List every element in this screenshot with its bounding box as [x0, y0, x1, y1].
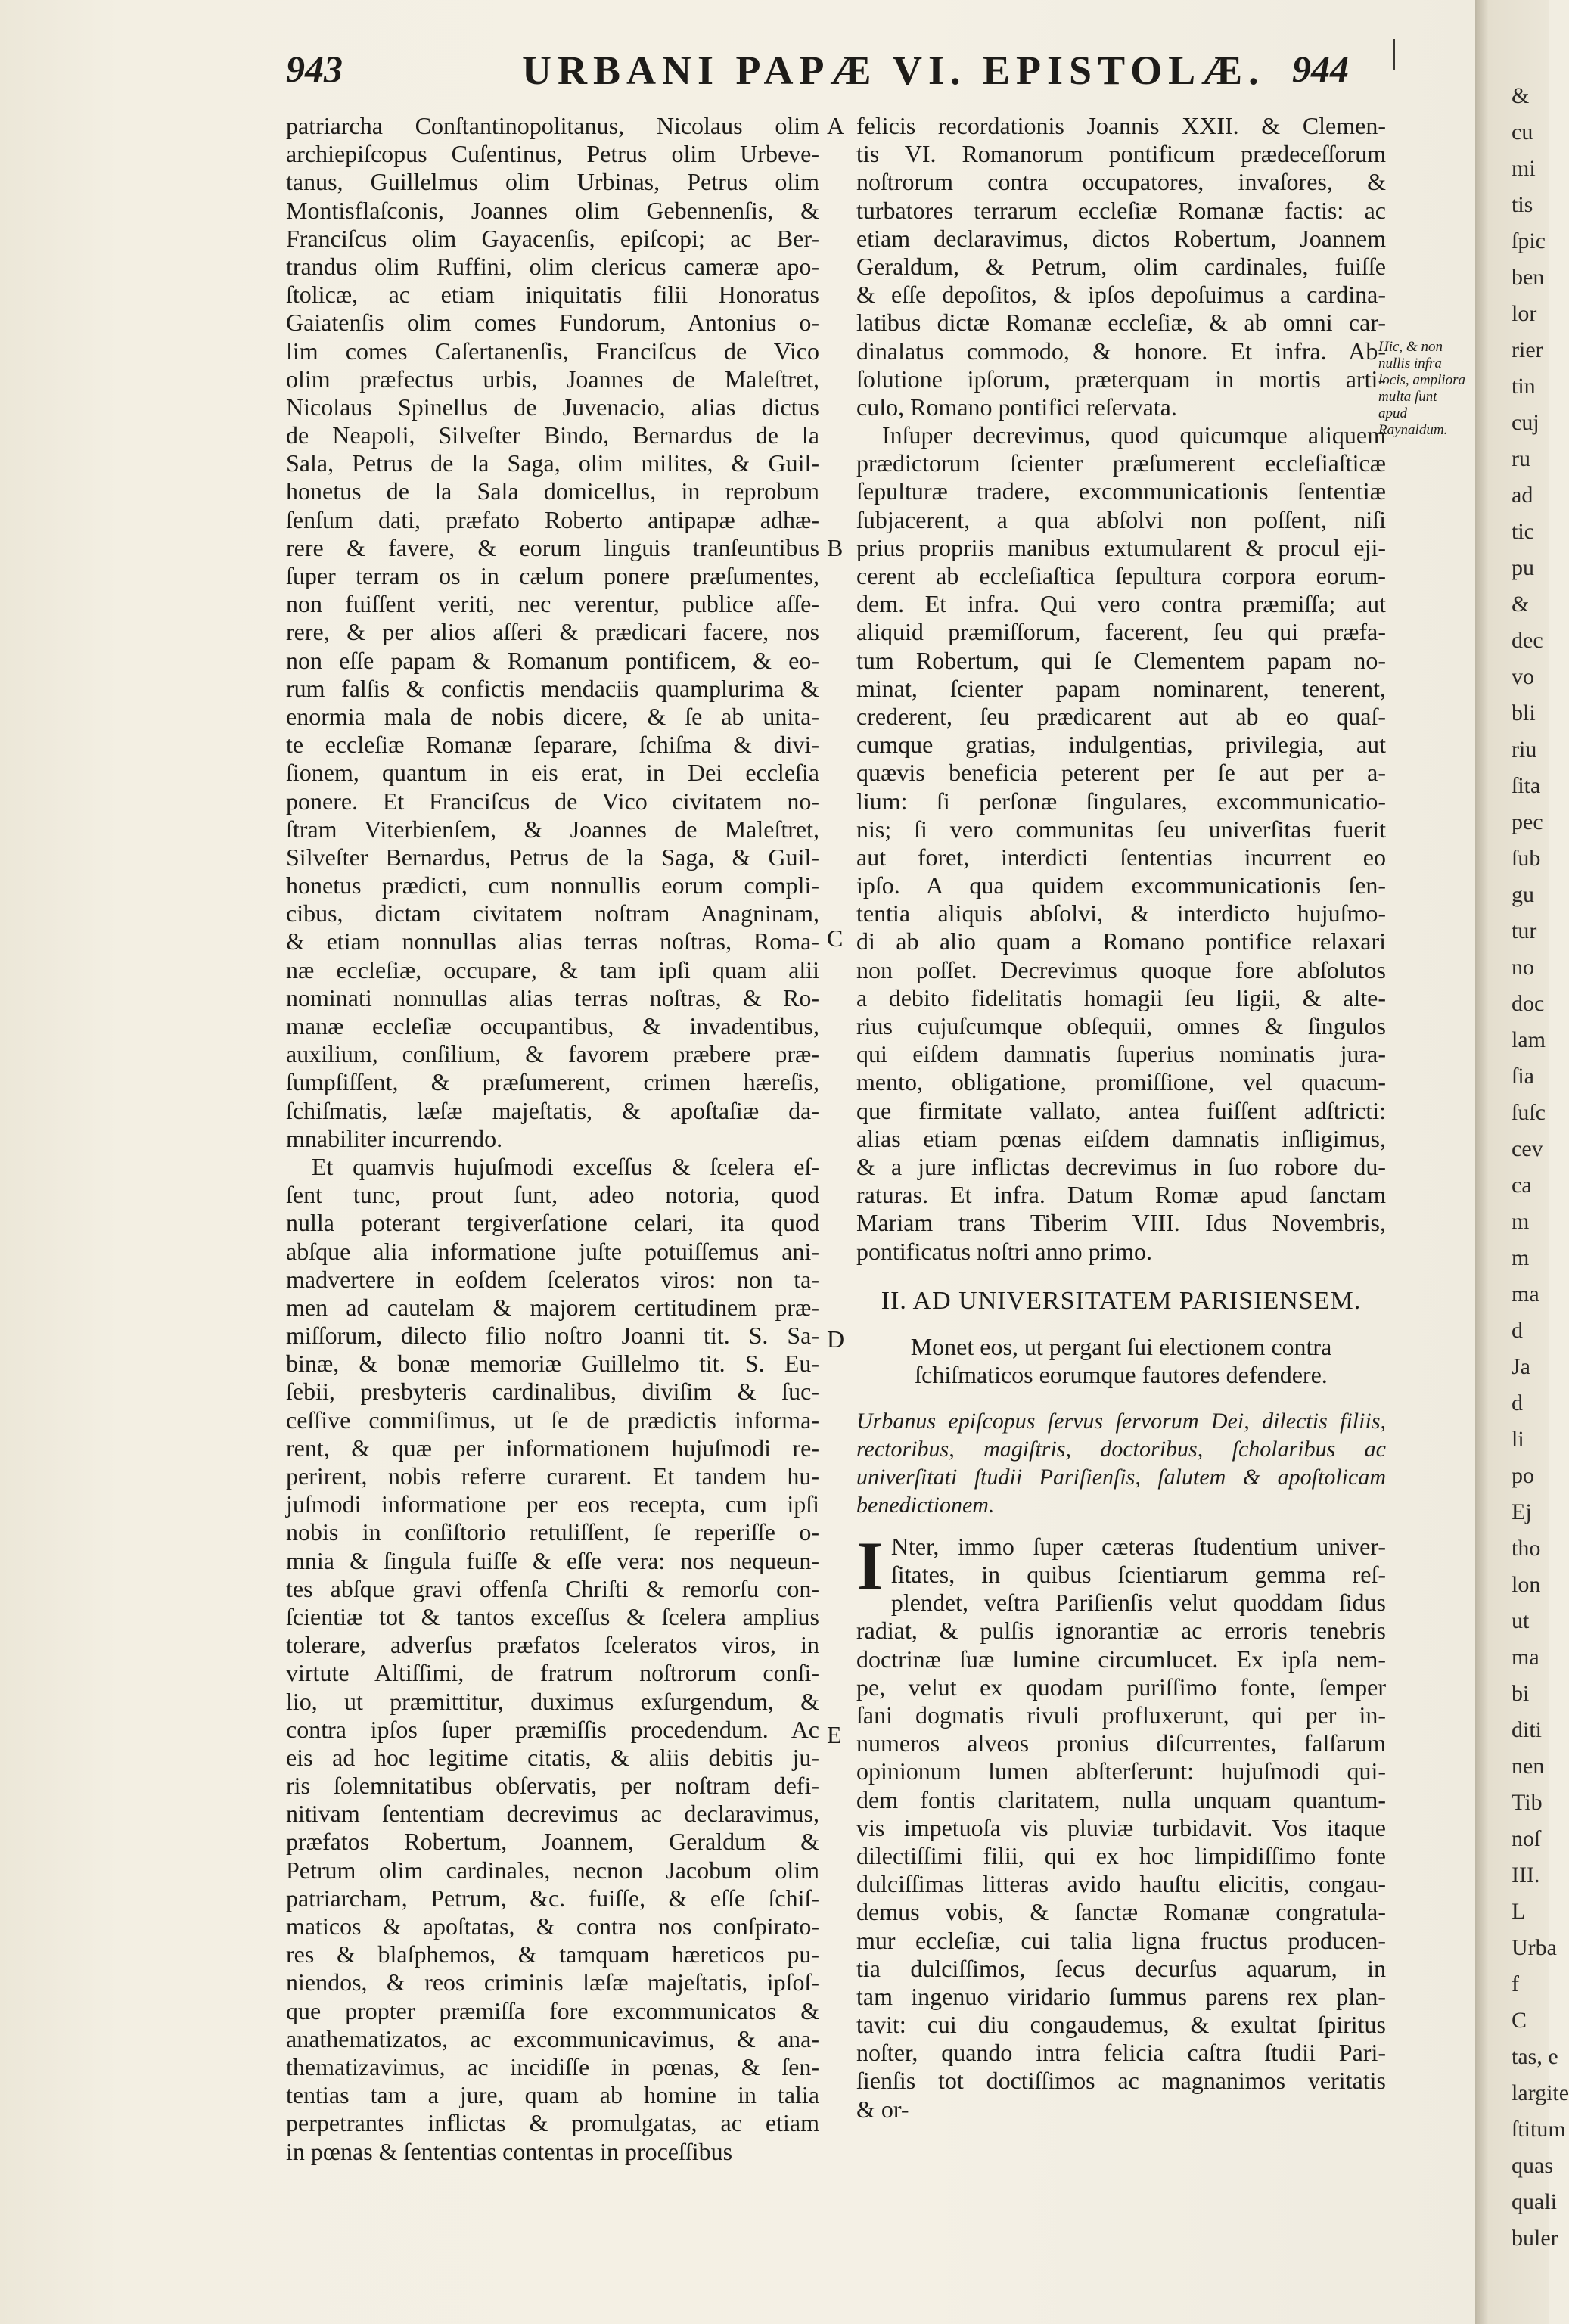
text-line: ſtram Viterbienſem, & Joannes de Maleſtret,	[286, 815, 819, 843]
text-line: olim præfectus urbis, Joannes de Maleſtret,	[286, 365, 819, 393]
text-line: Geraldum, & Petrum, olim cardinales, fuiſſe	[856, 252, 1386, 280]
adjacent-page-fragment: &	[1512, 83, 1530, 108]
adjacent-page-fragment: Ej	[1512, 1499, 1532, 1524]
adjacent-page-fragment: ma	[1512, 1282, 1539, 1306]
text-line: Petrum olim cardinales, necnon Jacobum olim	[286, 1856, 819, 1884]
adjacent-page-fragment: tho	[1512, 1536, 1541, 1561]
text-line: prædictorum ſcienter præſumerent eccleſiaſticæ	[856, 449, 1386, 477]
text-line: lio, ut præmittitur, duximus exſurgendum, &	[286, 1687, 819, 1715]
text-line: aut foret, interdicti ſententias incurrent eo	[856, 843, 1386, 871]
text-line: tum Robertum, qui ſe Clementem papam no-	[856, 646, 1386, 674]
text-line: perirent, nobis referre curarent. Et tandem hu-	[286, 1462, 819, 1490]
adjacent-page-fragment: ben	[1512, 265, 1545, 290]
text-line: ſchiſmatis, læſæ majeſtatis, & apoſtaſiæ da-	[286, 1096, 819, 1124]
adjacent-page-fragment: ca	[1512, 1173, 1532, 1198]
text-line: cerent ab eccleſiaſtica ſepultura corpora eorum-	[856, 562, 1386, 589]
margin-marker-a: A	[827, 112, 845, 139]
adjacent-page-fragment: po	[1512, 1463, 1534, 1488]
text-line: madvertere in eoſdem ſceleratos viros: non ta-	[286, 1265, 819, 1293]
text-line: Silveſter Bernardus, Petrus de la Saga, & Guil-	[286, 843, 819, 871]
adjacent-page-fragment: vo	[1512, 664, 1534, 689]
adjacent-page-fragment: C	[1512, 2008, 1527, 2033]
text-line: quævis beneficia peterent per ſe aut per a-	[856, 759, 1386, 787]
text-line: turbatores terrarum eccleſiæ Romanæ factis: ac	[856, 196, 1386, 224]
adjacent-page-fragment: cev	[1512, 1136, 1543, 1161]
letter-body	[856, 1527, 1386, 2124]
text-line: ſcientiæ tot & tantos exceſſus & ſcelera amplius	[286, 1602, 819, 1630]
adjacent-page-fragment: bi	[1512, 1681, 1530, 1706]
page-number-right: 944	[1292, 48, 1349, 90]
header-rule	[1393, 39, 1395, 70]
text-line: ſumpſiſſent, & præſumerent, crimen hæreſis,	[286, 1068, 819, 1096]
text-line: nobis in conſiſtorio retuliſſent, ſe reperiſſe o-	[286, 1518, 819, 1546]
text-line: tis VI. Romanorum pontificum prædeceſſorum	[856, 140, 1386, 168]
adjacent-page-fragment: ſuſc	[1512, 1100, 1546, 1125]
adjacent-page-fragment: cu	[1512, 120, 1533, 144]
text-line: rum falſis & confictis mendaciis quamplurima &	[286, 674, 819, 702]
text-line: rius cujuſcumque obſequii, omnes & ſingulos	[856, 1012, 1386, 1039]
adjacent-page-fragment: ſia	[1512, 1064, 1534, 1089]
text-line: Nter, immo ſuper cæteras ſtudentium univer-	[890, 1532, 1386, 1560]
text-line: tes abſque gravi offenſa Chriſti & remorſu con-	[286, 1574, 819, 1602]
adjacent-page-fragment: f	[1512, 1971, 1519, 1996]
text-line: pontificatus noſtri anno primo.	[856, 1237, 1153, 1265]
text-line: mur eccleſiæ, cui talia ligna fructus producen-	[856, 1926, 1386, 1954]
running-title: URBANI PAPÆ VI. EPISTOLÆ.	[522, 48, 1265, 93]
text-line: & etiam nonnullas alias terras noſtras, Roma-	[286, 927, 819, 955]
text-line: nulla poterant tergiverſatione celari, ita quod	[286, 1209, 819, 1237]
text-line: aliquid præmiſſorum, facerent, ſeu qui præfa-	[856, 618, 1386, 646]
text-line: Mariam trans Tiberim VIII. Idus Novembris,	[856, 1209, 1386, 1237]
text-line: næ eccleſiæ, occupare, & tam ipſi quam alii	[286, 955, 819, 983]
adjacent-page-fragment: quali	[1512, 2189, 1557, 2214]
text-line: Franciſcus olim Gayacenſis, epiſcopi; ac Ber-	[286, 224, 819, 252]
text-line: tia dulciſſimos, ſecus decurſus aquarum, in	[856, 1954, 1386, 1982]
text-line: & a jure inflictas decrevimus in ſuo robore du-	[856, 1152, 1386, 1180]
text-line: demus vobis, & ſanctæ Romanæ congratula-	[856, 1898, 1386, 1926]
adjacent-page-fragment: no	[1512, 955, 1534, 980]
text-line: enormia mala de nobis dicere, & ſe ab unita-	[286, 702, 819, 730]
letter-summary: Monet eos, ut pergant ſui electionem contra ſchiſmaticos eorumque fautores defendere.	[910, 1332, 1332, 1388]
text-line: juſmodi informatione per eos recepta, cum ipſi	[286, 1490, 819, 1518]
text-line: a debito fidelitatis homagii ſeu ligii, & alte-	[856, 983, 1386, 1011]
text-line: rere & favere, & eorum linguis tranſeuntibus	[286, 533, 819, 561]
text-line: auxilium, conſilium, & favorem præbere præ-	[286, 1040, 819, 1068]
text-line: miſſorum, dilecto filio noſtro Joanni tit. S. Sa-	[286, 1322, 819, 1350]
margin-marker-b: B	[827, 534, 844, 561]
text-line: ipſo. A qua quidem excommunicationis ſen-	[856, 872, 1386, 899]
adjacent-page-fragment: lam	[1512, 1027, 1546, 1052]
margin-marker-c: C	[827, 924, 844, 952]
adjacent-page-fragment: mi	[1512, 156, 1536, 181]
adjacent-page-fragment: m	[1512, 1245, 1530, 1270]
text-line: manæ eccleſiæ occupantibus, & invadentibus,	[286, 1012, 819, 1039]
text-line: dem. Et infra. Qui vero contra præmiſſa; aut	[856, 590, 1386, 618]
adjacent-page-fragment: tas, e	[1512, 2044, 1558, 2069]
adjacent-page-fragment: rier	[1512, 337, 1543, 362]
text-line: prius propriis manibus extumularent & procul eji-	[856, 533, 1386, 561]
adjacent-page-fragment: largite	[1512, 2080, 1569, 2105]
text-line: honetus de la Sala domicellus, in reprobum	[286, 477, 819, 505]
adjacent-page-fragment: III.	[1512, 1863, 1540, 1887]
text-line: doctrinæ ſuæ lumine circumlucet. Ex ipſa nem-	[856, 1645, 1386, 1673]
adjacent-page-fragment: Urba	[1512, 1935, 1557, 1960]
text-line: tentias tam a jure, quam ab homine in talia	[286, 2081, 819, 2109]
text-line: rere, & per alios aſſeri & prædicari facere, nos	[286, 618, 819, 646]
text-line: culo, Romano pontifici reſervata.	[856, 393, 1177, 421]
text-line: tanus, Guillelmus olim Urbinas, Petrus olim	[286, 168, 819, 196]
text-line: lium: ſi perſonæ ſingulares, excommunicatio-	[856, 787, 1386, 815]
text-line: non fuiſſent veriti, nec verentur, publice aſſe-	[286, 590, 819, 618]
text-line: contra ipſos ſuper præmiſſis procedendum. Ac	[286, 1715, 819, 1743]
text-line: rent, & quæ per informationem hujuſmodi re-	[286, 1434, 819, 1462]
text-line: numeros alveos pronius diſcurrentes, falſarum	[856, 1729, 1386, 1757]
text-line: ſienſis tot doctiſſimos ac magnanimos veritatis	[856, 2067, 1386, 2095]
text-line: præfatos Robertum, Joannem, Geraldum &	[286, 1828, 819, 1856]
adjacent-page-fragment: doc	[1512, 991, 1545, 1016]
text-line: non poſſet. Decrevimus quoque fore abſolutos	[856, 955, 1386, 983]
text-line: ſenſum dati, præfato Roberto antipapæ adhæ-	[286, 505, 819, 533]
text-line: eis ad hoc legitime citatis, & aliis debitis ju-	[286, 1743, 819, 1771]
text-line: Montisflaſconis, Joannes olim Gebennenſis, &	[286, 196, 819, 224]
adjacent-page-fragment: pec	[1512, 809, 1543, 834]
adjacent-page-fragment: gu	[1512, 882, 1534, 907]
text-line: dinalatus commodo, & honore. Et infra. Ab-	[856, 337, 1386, 365]
text-line: & eſſe depoſitos, & ipſos depoſuimus a cardina-	[856, 281, 1386, 309]
adjacent-page-fragment: dec	[1512, 628, 1543, 653]
adjacent-page-fragment: quas	[1512, 2153, 1553, 2178]
text-line: di ab alio quam a Romano pontifice relaxari	[856, 927, 1386, 955]
text-line: que firmitate vallato, antea fuiſſent adſtricti:	[856, 1096, 1386, 1124]
adjacent-page-fragment: buler	[1512, 2226, 1558, 2251]
text-line: ſebii, presbyteris cardinalibus, diviſim & ſuc-	[286, 1378, 819, 1406]
text-line: nis; ſi vero communitas ſeu univerſitas fuerit	[856, 815, 1386, 843]
adjacent-page-fragment: tur	[1512, 918, 1537, 943]
page-header	[0, 47, 1475, 115]
text-line: ſuper terram os in cælum ponere præſumentes,	[286, 562, 819, 589]
adjacent-page-fragment: tic	[1512, 519, 1534, 544]
text-line: ris ſolemnitatibus obſervatis, per noſtram defi-	[286, 1772, 819, 1800]
adjacent-page-fragment: tis	[1512, 192, 1533, 217]
text-line: Nicolaus Spinellus de Juvenacio, alias dictus	[286, 393, 819, 421]
text-line: ceſſive commiſimus, ut ſe de prædictis informa-	[286, 1406, 819, 1434]
marginal-note: Hic, & non nullis infra locis, ampliora multa ſunt apud Raynaldum.	[1378, 339, 1466, 438]
text-line: mnabiliter incurrendo.	[286, 1124, 503, 1152]
adjacent-page-fragment: L	[1512, 1899, 1526, 1924]
text-line: dilectiſſimi filii, qui ex hoc limpidiſſimo fonte	[856, 1841, 1386, 1869]
text-line: alias etiam pœnas eiſdem damnatis inſligimus,	[856, 1124, 1386, 1152]
adjacent-page-fragment: bli	[1512, 701, 1536, 725]
margin-marker-d: D	[827, 1325, 845, 1353]
letter-salutation: Urbanus epiſcopus ſervus ſervorum Dei, dilectis filiis, rectoribus, magiſtris, doctoribus, ſcholaribus ac univerſitati ſtudii Pariſienſis, ſalutem & apoſtolicam benedictionem.	[856, 1408, 1386, 1518]
text-line: archiepiſcopus Cuſentinus, Petrus olim Urbeve-	[286, 140, 819, 168]
adjacent-page-fragment: ma	[1512, 1645, 1539, 1670]
text-line: noſtrorum contra occupatores, invaſores, &	[856, 168, 1386, 196]
text-line: Et quamvis hujuſmodi exceſſus & ſcelera eſ-	[312, 1152, 819, 1180]
text-line: honetus prædicti, cum nonnullis eorum compli-	[286, 872, 819, 899]
adjacent-page-fragment: Ja	[1512, 1354, 1530, 1379]
text-line: thematizavimus, ac incidiſſe in pœnas, & ſen-	[286, 2052, 819, 2080]
text-line: ſepulturæ tradere, excommunicationis ſententiæ	[856, 477, 1386, 505]
adjacent-page-fragment: li	[1512, 1427, 1524, 1452]
text-line: ponere. Et Franciſcus de Vico civitatem no-	[286, 787, 819, 815]
text-line: Gaiatenſis olim comes Fundorum, Antonius o-	[286, 309, 819, 337]
text-line: anathematizatos, ac excommunicavimus, & ana-	[286, 2024, 819, 2052]
adjacent-page-fragment: ru	[1512, 446, 1530, 471]
text-line: & or-	[856, 2095, 909, 2123]
adjacent-page-fragment: ad	[1512, 483, 1533, 508]
adjacent-page-edge	[1475, 0, 1569, 2324]
text-line: noſter, quando intra felicia caſtra ſtudii Pari-	[856, 2039, 1386, 2067]
right-column-letter-continuation	[856, 112, 1386, 1266]
text-line: res & blaſphemos, & tamquam hæreticos pu-	[286, 1940, 819, 1968]
text-line: opinionum lumen abſterſerunt: hujuſmodi qui-	[856, 1757, 1386, 1785]
text-line: nominati nonnullas alias terras noſtras, & Ro-	[286, 983, 819, 1011]
adjacent-page-fragment: &	[1512, 592, 1530, 617]
text-line: raturas. Et infra. Datum Romæ apud ſanctam	[856, 1181, 1386, 1209]
text-line: patriarcham, Petrum, &c. fuiſſe, & eſſe ſchiſ-	[286, 1884, 819, 1912]
text-line: maticos & apoſtatas, & contra nos conſpirato-	[286, 1912, 819, 1940]
adjacent-page-fragment: lor	[1512, 301, 1537, 326]
text-line: te eccleſiæ Romanæ ſeparare, ſchiſma & divi-	[286, 731, 819, 759]
text-line: trandus olim Ruffini, olim clericus cameræ apo-	[286, 252, 819, 280]
text-line: mnia & ſingula fuiſſe & eſſe vera: nos nequeun-	[286, 1546, 819, 1574]
text-line: minat, ſcienter papam nominarent, tenerent,	[856, 674, 1386, 702]
text-line: radiat, & pulſis ignorantiæ ac erroris tenebris	[856, 1617, 1386, 1645]
right-column	[856, 112, 1386, 2124]
text-line: dem fontis claritatem, nulla unquam quantum-	[856, 1785, 1386, 1813]
text-line: ſolutione ipſorum, præterquam in mortis arti-	[856, 365, 1386, 393]
text-line: patriarcha Conſtantinopolitanus, Nicolaus olim	[286, 112, 819, 139]
text-line: lim comes Caſertanenſis, Franciſcus de Vico	[286, 337, 819, 365]
left-column	[286, 112, 819, 2166]
text-line: ſionem, quantum in eis erat, in Dei eccleſia	[286, 759, 819, 787]
text-line: vis impetuoſa vis pluviæ turbidavit. Vos itaque	[856, 1813, 1386, 1841]
adjacent-page-fragment: riu	[1512, 737, 1537, 762]
adjacent-page-fragment: ſita	[1512, 773, 1541, 798]
text-line: ſani dogmatis rivuli profluxerunt, qui per in-	[856, 1701, 1386, 1729]
adjacent-page-fragment: m	[1512, 1209, 1530, 1234]
adjacent-page-fragment: noſ	[1512, 1826, 1541, 1851]
adjacent-page-fragment: cuj	[1512, 410, 1539, 435]
adjacent-page-fragment: Tib	[1512, 1790, 1543, 1815]
text-line: niendos, & reos criminis læſæ majeſtatis, ipſoſ-	[286, 1968, 819, 1996]
text-line: men ad cautelam & majorem certitudinem præ-	[286, 1293, 819, 1321]
text-line: ſent tunc, prout ſunt, adeo notoria, quod	[286, 1181, 819, 1209]
margin-marker-e: E	[827, 1721, 842, 1748]
text-line: Sala, Petrus de la Saga, olim milites, & Guil-	[286, 449, 819, 477]
text-line: tam ingenuo viridario ſummus parens rex plan-	[856, 1982, 1386, 2010]
drop-cap: I	[856, 1527, 884, 1605]
letter-body-lines	[856, 1527, 1386, 2124]
text-line: plendet, veſtra Pariſienſis velut quoddam ſidus	[890, 1589, 1386, 1617]
text-line: crederent, ſeu prædicarent aut ab eo quaſ-	[856, 702, 1386, 730]
text-line: latibus dictæ Romanæ eccleſiæ, & ab omni car-	[856, 309, 1386, 337]
text-line: tavit: cui diu congaudemus, & exultat ſpiritus	[856, 2011, 1386, 2039]
section-heading: II. AD UNIVERSITATEM PARISIENSEM.	[881, 1286, 1362, 1315]
text-line: ſtolicæ, ac etiam iniquitatis filii Honoratus	[286, 281, 819, 309]
text-line: cumque gratias, indulgentias, privilegia, aut	[856, 731, 1386, 759]
text-line: que propter præmiſſa fore excommunicatos &	[286, 1996, 819, 2024]
adjacent-page-fragment: diti	[1512, 1717, 1543, 1742]
text-line: pe, velut ex quodam puriſſimo fonte, ſemper	[856, 1673, 1386, 1701]
adjacent-page-fragment: d	[1512, 1318, 1523, 1343]
adjacent-page-fragment: ut	[1512, 1608, 1530, 1633]
adjacent-page-fragment: ſtitum	[1512, 2117, 1566, 2142]
page-number-left: 943	[286, 48, 343, 90]
text-line: qui eiſdem damnatis ſuperius nominatis jura-	[856, 1040, 1386, 1068]
text-line: etiam declaravimus, dictos Robertum, Joannem	[856, 224, 1386, 252]
adjacent-page-fragment: ſpic	[1512, 228, 1546, 253]
text-line: ſubjacerent, a qua abſolvi non poſſent, niſi	[856, 505, 1386, 533]
text-line: dulciſſimas litteras avido hauſtu elicitis, congau-	[856, 1870, 1386, 1898]
text-line: mento, obligatione, promiſſione, vel quacum-	[856, 1068, 1386, 1096]
text-line: perpetrantes inflictas & promulgatas, ac etiam	[286, 2109, 819, 2137]
text-line: non eſſe papam & Romanum pontificem, & eo-	[286, 646, 819, 674]
text-line: de Neapoli, Silveſter Bindo, Bernardus de la	[286, 421, 819, 449]
text-line: tolerare, adverſus præfatos ſceleratos viros, in	[286, 1631, 819, 1659]
adjacent-page-fragment: tin	[1512, 374, 1536, 399]
adjacent-page-fragment: lon	[1512, 1572, 1541, 1597]
text-line: cibus, dictam civitatem noſtram Anagninam,	[286, 899, 819, 927]
text-line: virtute Altiſſimi, de fratrum noſtrorum conſi-	[286, 1659, 819, 1687]
adjacent-page-fragment: nen	[1512, 1754, 1545, 1779]
adjacent-page-fragment: ſub	[1512, 846, 1541, 871]
text-line: Inſuper decrevimus, quod quicumque aliquem	[882, 421, 1386, 449]
text-line: felicis recordationis Joannis XXII. & Clemen-	[856, 112, 1386, 139]
text-line: abſque alia informatione juſte potuiſſemus ani-	[286, 1237, 819, 1265]
text-line: nitivam ſententiam decrevimus ac declaravimus,	[286, 1800, 819, 1828]
adjacent-page-fragment: pu	[1512, 555, 1534, 580]
text-line: ſitates, in quibus ſcientiarum gemma reſ-	[890, 1561, 1386, 1589]
text-line: tentia aliquis abſolvi, & interdicto hujuſmo-	[856, 899, 1386, 927]
adjacent-page-fragment: d	[1512, 1390, 1523, 1415]
text-line: binæ, & bonæ memoriæ Guillelmo tit. S. Eu-	[286, 1350, 819, 1378]
text-line: in pœnas & ſententias contentas in proceſſibus	[286, 2137, 733, 2165]
